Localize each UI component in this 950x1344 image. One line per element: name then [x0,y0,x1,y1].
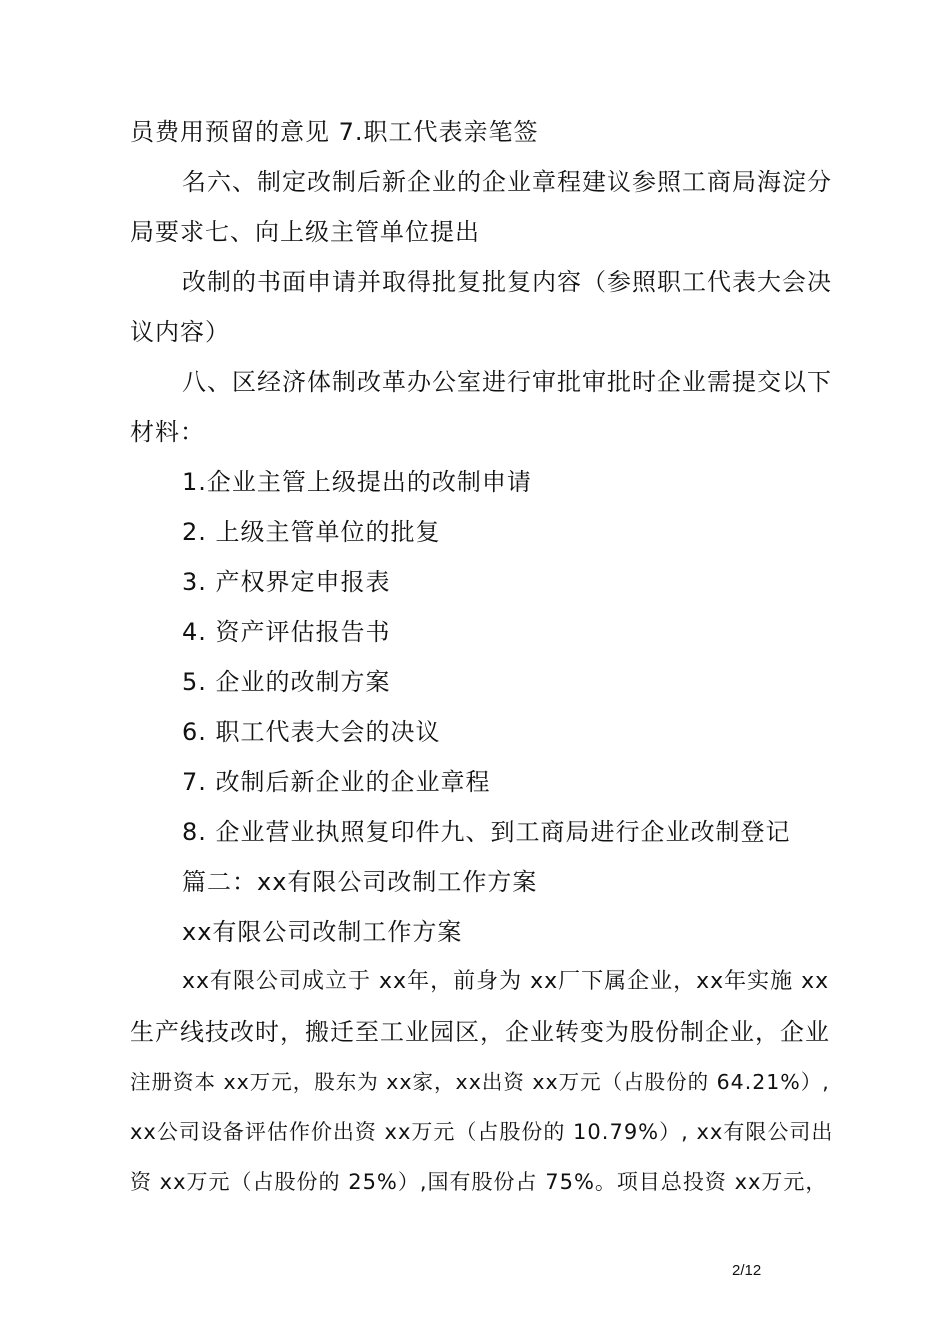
text-line: 员费用预留的意见 7.职工代表亲笔签 [130,118,539,146]
section-heading: 篇二：xx有限公司改制工作方案 [182,868,538,896]
list-item: 3. 产权界定申报表 [182,568,391,596]
text-line: 生产线技改时，搬迁至工业园区，企业转变为股份制企业，企业 [130,1018,830,1046]
text-line: 议内容） [130,318,230,346]
list-item: 8. 企业营业执照复印件九、到工商局进行企业改制登记 [182,818,791,846]
text-line: 资 xx万元（占股份的 25%）,国有股份占 75%。项目总投资 xx万元， [130,1170,828,1194]
list-item: 6. 职工代表大会的决议 [182,718,441,746]
list-item: 4. 资产评估报告书 [182,618,391,646]
list-item: 7. 改制后新企业的企业章程 [182,768,491,796]
list-item: 2. 上级主管单位的批复 [182,518,441,546]
text-line: 注册资本 xx万元，股东为 xx家，xx出资 xx万元（占股份的 64.21%）, [130,1070,830,1094]
document-title: xx有限公司改制工作方案 [182,918,463,946]
page-number: 2/12 [732,1262,762,1279]
list-item: 5. 企业的改制方案 [182,668,391,696]
text-line: 改制的书面申请并取得批复批复内容（参照职工代表大会决 [182,268,832,296]
text-line: 八、区经济体制改革办公室进行审批审批时企业需提交以下 [182,368,832,396]
text-line: xx公司设备评估作价出资 xx万元（占股份的 10.79%）, xx有限公司出 [130,1120,834,1144]
text-line: xx有限公司成立于 xx年，前身为 xx厂下属企业，xx年实施 xx [182,969,830,994]
text-line: 名六、制定改制后新企业的企业章程建议参照工商局海淀分 [182,168,832,196]
text-line: 材料： [130,418,205,446]
text-line: 局要求七、向上级主管单位提出 [130,218,480,246]
list-item: 1.企业主管上级提出的改制申请 [182,468,532,496]
